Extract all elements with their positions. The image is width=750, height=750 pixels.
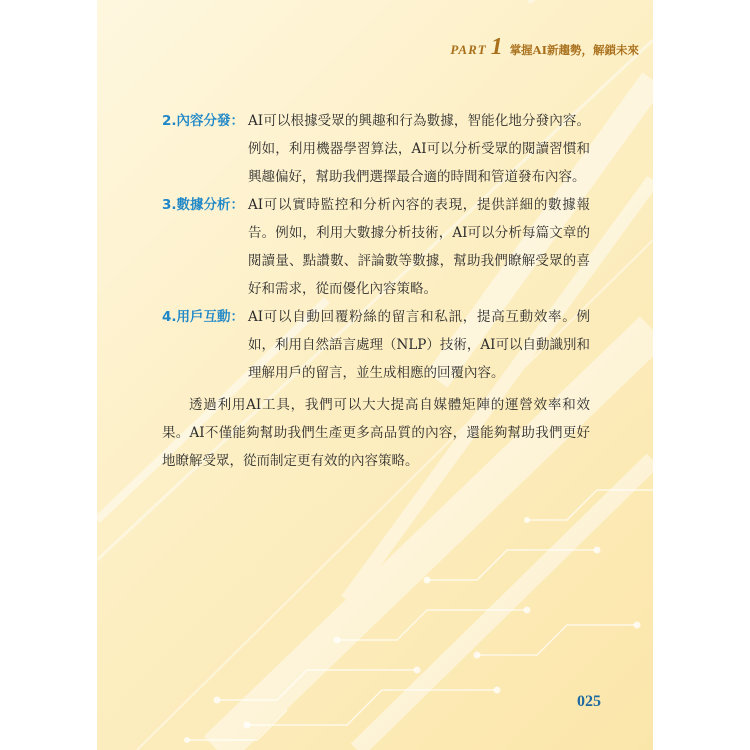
page-content bbox=[162, 107, 590, 475]
part-number: 1 bbox=[490, 34, 503, 60]
item-text: AI可以根據受眾的興趣和行為數據，智能化地分發內容。例如，利用機器學習算法，AI可以分析受眾的閱讀習慣和興趣偏好，幫助我們選擇最合適的時間和管道發布內容。 bbox=[248, 113, 590, 185]
item-text: AI可以實時監控和分析內容的表現，提供詳細的數據報告。例如，利用大數據分析技術，AI可以分析每篇文章的閱讀量、點讚數、評論數等數據，幫助我們瞭解受眾的喜好和需求，從而優化內容策略。 bbox=[248, 197, 590, 297]
list-item bbox=[162, 107, 590, 191]
item-label: 3.數據分析： bbox=[162, 197, 245, 213]
list-item bbox=[162, 303, 590, 387]
page-number: 025 bbox=[577, 693, 601, 710]
part-label: PART bbox=[450, 42, 487, 57]
body-paragraph: 透過利用AI工具，我們可以大大提高自媒體矩陣的運營效率和效果。AI不僅能夠幫助我們生產更多高品質的內容，還能夠幫助我們更好地瞭解受眾，從而制定更有效的內容策略。 bbox=[162, 397, 590, 469]
item-label: 2.內容分發： bbox=[162, 113, 245, 129]
book-page bbox=[97, 0, 653, 750]
item-label: 4.用戶互動： bbox=[162, 309, 245, 325]
part-title: 掌握AI新趨勢，解鎖未來 bbox=[509, 43, 639, 57]
running-header bbox=[450, 34, 639, 58]
list-item bbox=[162, 191, 590, 303]
item-text: AI可以自動回覆粉絲的留言和私訊，提高互動效率。例如，利用自然語言處理（NLP）技術，AI可以自動識別和理解用戶的留言，並生成相應的回覆內容。 bbox=[248, 309, 590, 381]
